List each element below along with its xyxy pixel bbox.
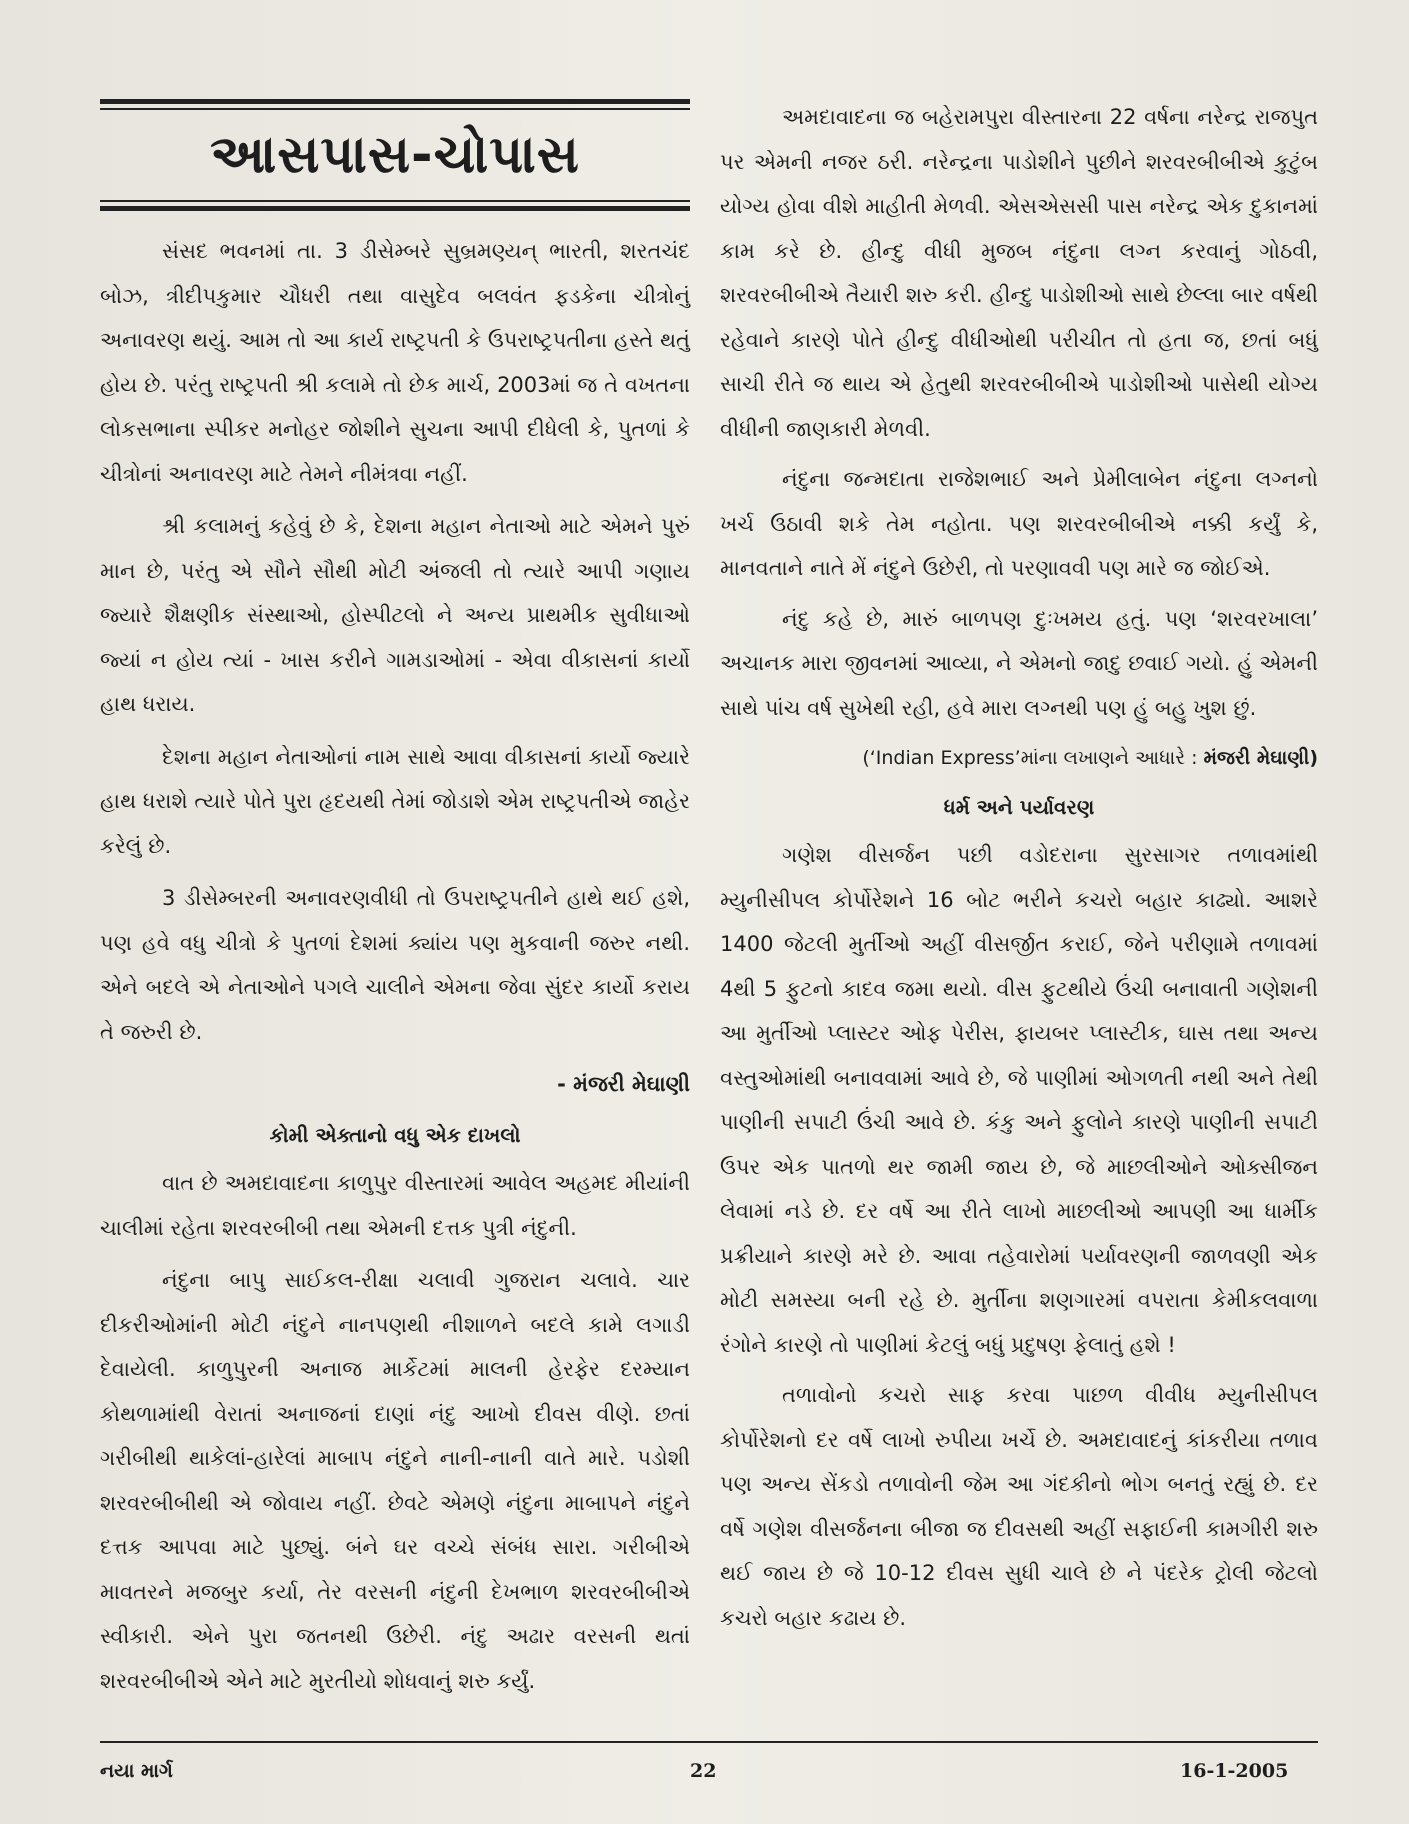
article-subheading: કોમી એક્તાનો વધુ એક દાખલો <box>269 1122 521 1147</box>
article-paragraph: શ્રી કલામનું કહેવું છે કે, દેશના મહાન નેતાઓ માટે એમને પુરું માન છે, પરંતુ એ સૌને સૌથી મોટી અંજલી તો ત્યારે આપી ગણાય જ્યારે શૈક્ષણીક સંસ્થાઓ, હોસ્પીટલો ને અન્ય પ્રાથમીક સુવીધાઓ જ્યાં ન હોય ત્યાં - ખાસ કરીને ગામડાઓમાં - એવા વીકાસનાં કાર્યો હાથ ધરાય. <box>100 514 690 716</box>
article-paragraph: ગણેશ વીસર્જન પછી વડોદરાના સુરસાગર તળાવમાંથી મ્યુનીસીપલ કોર્પોરેશને 16 બોટ ભરીને કચરો બહાર કાઢ્યો. આશરે 1400 જેટલી મુર્તીઓ અહીં વીસર્જીત કરાઈ, જેને પરીણામે તળાવમાં 4થી 5 ફુટનો કાદવ જમા થયો. વીસ ફુટથીયે ઉંચી બનાવાતી ગણેશની આ મુર્તીઓ પ્લાસ્ટર ઓફ પેરીસ, ફાયબર પ્લાસ્ટીક, ઘાસ તથા અન્ય વસ્તુઓમાંથી બનાવવામાં આવે છે, જે પાણીમાં ઓગળતી નથી અને તેથી પાણીની સપાટી ઉંચી આવે છે. કંકુ અને ફુલોને કારણે પાણીની સપાટી ઉપર એક પાતળો થર જામી જાય છે, જે માછલીઓને ઓક્સીજન લેવામાં નડે છે. દર વર્ષે આ રીતે લાખો માછલીઓ આપણી આ ધાર્મીક પ્રક્રીયાને કારણે મરે છે. આવા તહેવારોમાં પર્યાવરણની જાળવણી એક મોટી સમસ્યા બની રહે છે. મુર્તીના શણગારમાં વપરાતા કેમીકલવાળા રંગોને કારણે તો પાણીમાં કેટલું બધું પ્રદુષણ ફેલાતું હશે ! <box>720 843 1318 1357</box>
section-header <box>100 99 690 211</box>
article-paragraph: તળાવોનો કચરો સાફ કરવા પાછળ વીવીધ મ્યુનીસીપલ કોર્પોરેશનો દર વર્ષે લાખો રુપીયા ખર્ચે છે. અમદાવાદનું કાંકરીયા તળાવ પણ અન્ય સેંકડો તળાવોની જેમ આ ગંદકીનો ભોગ બનતું રહ્યું છે. દર વર્ષે ગણેશ વીસર્જનના બીજા જ દીવસથી અહીં સફાઈની કામગીરી શરુ થઈ જાય છે જે 10-12 દીવસ સુધી ચાલે છે ને પંદરેક ટ્રોલી જેટલો કચરો બહાર કઢાય છે. <box>720 1383 1318 1630</box>
article-paragraph: અમદાવાદના જ બહેરામપુરા વીસ્તારના 22 વર્ષના નરેન્દ્ર રાજપુત પર એમની નજર ઠરી. નરેન્દ્રના પાડોશીને પુછીને શરવરબીબીએ કુટુંબ યોગ્ય હોવા વીશે માહીતી મેળવી. એસએસસી પાસ નરેન્દ્ર એક દુકાનમાં કામ કરે છે. હીન્દુ વીધી મુજબ નંદુના લગ્ન કરવાનું ગોઠવી, શરવરબીબીએ તૈયારી શરુ કરી. હીન્દુ પાડોશીઓ સાથે છેલ્લા બાર વર્ષથી રહેવાને કારણે પોતે હીન્દુ વીધીઓથી પરીચીત તો હતા જ, છતાં બધું સાચી રીતે જ થાય એ હેતુથી શરવરબીબીએ પાડોશીઓ પાસેથી યોગ્ય વીધીની જાણકારી મેળવી. <box>720 105 1318 441</box>
right-column <box>720 95 1318 1646</box>
article-subheading: ધર્મ અને પર્યાવરણ <box>943 794 1095 819</box>
author-signature: - મંજરી મેઘાણી <box>557 1072 690 1096</box>
article-paragraph: નંદુ કહે છે, મારું બાળપણ દુઃખમય હતું. પણ ‘શરવરખાલા’ અચાનક મારા જીવનમાં આવ્યા, ને એમનો જાદુ છવાઈ ગયો. હું એમની સાથે પાંચ વર્ષ સુખેથી રહી, હવે મારા લગ્નથી પણ હું બહુ ખુશ છું. <box>720 606 1318 720</box>
article-paragraph: 3 ડીસેમ્બરની અનાવરણવીધી તો ઉપરાષ્ટ્રપતીને હાથે થઈ હશે, પણ હવે વધુ ચીત્રો કે પુતળાં દેશમાં ક્યાંય પણ મુકવાની જરુર નથી. એને બદલે એ નેતાઓને પગલે ચાલીને એમના જેવા સુંદર કાર્યો કરાય તે જરુરી છે. <box>100 886 690 1044</box>
publication-name: નયા માર્ગ <box>100 1760 173 1782</box>
source-credit <box>720 736 1318 781</box>
header-bottom-rule <box>100 200 690 211</box>
article-paragraph: નંદુના જન્મદાતા રાજેશભાઈ અને પ્રેમીલાબેન નંદુના લગ્નનો ખર્ચ ઉઠાવી શકે તેમ નહોતા. પણ શરવરબીબીએ નક્કી કર્યું કે, માનવતાને નાતે મેં નંદુને ઉછેરી, તો પરણાવવી પણ મારે જ જોઈએ. <box>720 467 1318 580</box>
article-paragraph: દેશના મહાન નેતાઓનાં નામ સાથે આવા વીકાસનાં કાર્યો જ્યારે હાથ ધરાશે ત્યારે પોતે પુરા હૃદયથી તેમાં જોડાશે એમ રાષ્ટ્રપતીએ જાહેર કરેલું છે. <box>100 744 690 858</box>
footer-rule <box>100 1741 1318 1743</box>
article-paragraph: નંદુના બાપુ સાઈકલ-રીક્ષા ચલાવી ગુજરાન ચલાવે. ચાર દીકરીઓમાંની મોટી નંદુને નાનપણથી નીશાળને બદલે કામે લગાડી દેવાયેલી. કાળુપુરની અનાજ માર્કેટમાં માલની હેરફેર દરમ્યાન કોથળામાંથી વેરાતાં અનાજનાં દાણાં નંદુ આખો દીવસ વીણે. છતાં ગરીબીથી થાકેલાં-હારેલાં માબાપ નંદુને નાની-નાની વાતે મારે. પડોશી શરવરબીબીથી એ જોવાય નહીં. છેવટે એમણે નંદુના માબાપને નંદુને દત્તક આપવા માટે પુછ્યું. બંને ઘર વચ્ચે સંબંધ સારા. ગરીબીએ માવતરને મજબુર કર્યા, તેર વરસની નંદુની દેખભાળ શરવરબીબીએ સ્વીકારી. એને પુરા જતનથી ઉછેરી. નંદુ અઢાર વરસની થતાં શરવરબીબીએ એને માટે મુરતીયો શોધવાનું શરુ કર્યું. <box>100 1268 690 1693</box>
source-author: મંજરી મેઘાણી) <box>1203 747 1318 769</box>
page-number: 22 <box>690 1760 717 1782</box>
issue-date: 16-1-2005 <box>1180 1760 1289 1782</box>
source-prefix: (‘Indian Express’માંના લખાણને આધારે : <box>862 747 1198 769</box>
section-title: આસપાસ-ચોપાસ <box>210 125 580 185</box>
article-paragraph: વાત છે અમદાવાદના કાળુપુર વીસ્તારમાં આવેલ અહમદ મીયાંની ચાલીમાં રહેતા શરવરબીબી તથા એમની દત્તક પુત્રી નંદુની. <box>100 1171 690 1240</box>
left-column <box>100 95 690 1711</box>
article-paragraph: સંસદ ભવનમાં તા. 3 ડીસેમ્બરે સુબ્રમણ્યન્ ભારતી, શરતચંદ બોઝ, ત્રીદીપકુમાર ચૌધરી તથા વાસુદેવ બલવંત ફડકેના ચીત્રોનું અનાવરણ થયું. આમ તો આ કાર્ય રાષ્ટ્રપતી કે ઉપરાષ્ટ્રપતીના હસ્તે થતું હોય છે. પરંતુ રાષ્ટ્રપતી શ્રી કલામે તો છેક માર્ચ, 2003માં જ તે વખતના લોકસભાના સ્પીકર મનોહર જોશીને સુચના આપી દીધેલી કે, પુતળાં કે ચીત્રોનાં અનાવરણ માટે તેમને નીમંત્રવા નહીં. <box>100 239 690 486</box>
header-top-rule <box>100 99 690 110</box>
